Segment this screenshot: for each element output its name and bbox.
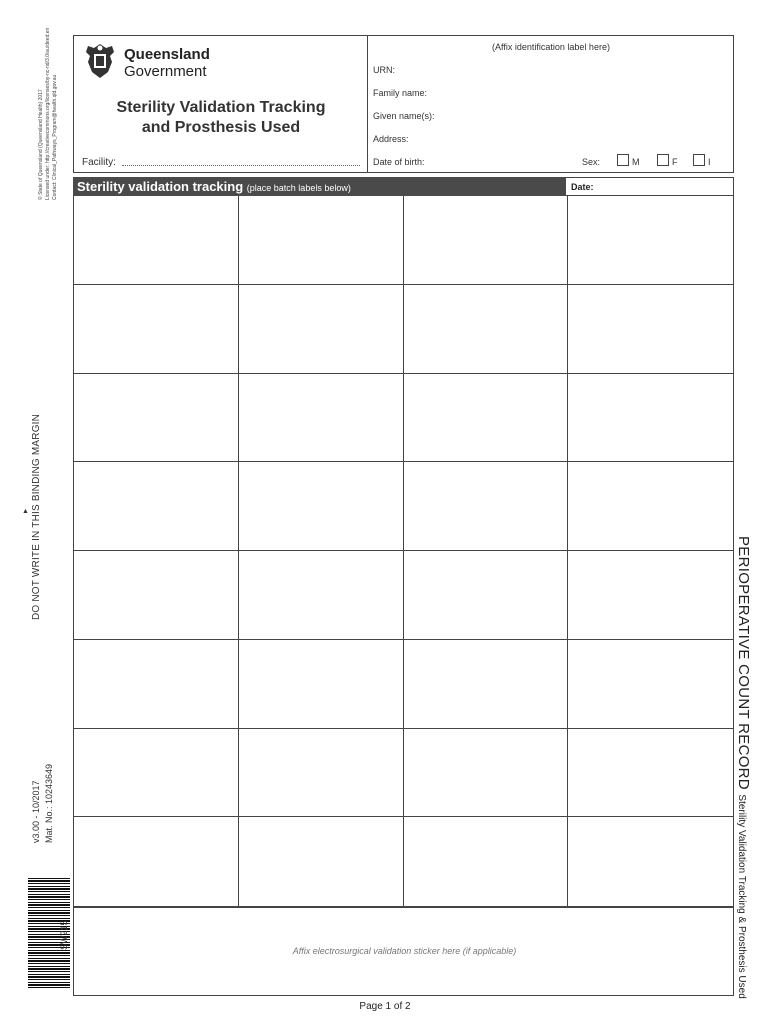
batch-label-cell[interactable] (74, 640, 239, 729)
tracking-section-header (73, 177, 566, 196)
batch-label-cell[interactable] (404, 196, 569, 285)
version-text: v3.00 - 10/2017 (31, 780, 41, 843)
batch-label-cell[interactable] (239, 285, 404, 374)
batch-label-cell[interactable] (404, 374, 569, 463)
electrosurgical-sticker-area[interactable] (73, 907, 734, 996)
facility-field[interactable] (122, 165, 360, 166)
batch-label-cell[interactable] (568, 729, 733, 818)
page-number: Page 1 of 2 (359, 1001, 411, 1012)
form-title-line2: and Prosthesis Used (141, 119, 301, 136)
batch-label-grid (73, 196, 734, 907)
batch-label-cell[interactable] (74, 462, 239, 551)
copyright-line: © State of Queensland (Queensland Health) 2017 (38, 89, 44, 200)
sex-indeterminate-checkbox[interactable] (693, 154, 705, 166)
urn-label: URN: (373, 65, 395, 75)
side-title-subtitle: Sterility Validation Tracking & Prosthesis Used (736, 794, 747, 999)
batch-label-cell[interactable] (568, 196, 733, 285)
date-of-birth-label: Date of birth: (373, 157, 425, 167)
batch-label-cell[interactable] (74, 729, 239, 818)
batch-label-cell[interactable] (239, 374, 404, 463)
batch-label-cell[interactable] (568, 640, 733, 729)
batch-label-cell[interactable] (568, 462, 733, 551)
sex-indeterminate-label: I (708, 157, 711, 167)
side-form-title (735, 536, 752, 999)
queensland-government-logo (80, 42, 230, 84)
tracking-title-text: Sterility validation tracking (77, 179, 244, 194)
form-header (73, 35, 734, 173)
batch-label-cell[interactable] (404, 462, 569, 551)
binding-margin-warning: DO NOT WRITE IN THIS BINDING MARGIN (31, 413, 42, 620)
sex-male-checkbox[interactable] (617, 154, 629, 166)
batch-label-cell[interactable] (404, 640, 569, 729)
batch-label-cell[interactable] (239, 551, 404, 640)
batch-label-cell[interactable] (404, 817, 569, 906)
logo-queensland: Queensland (124, 46, 210, 63)
sex-female-checkbox[interactable] (657, 154, 669, 166)
material-number: Mat. No.: 10243649 (44, 763, 54, 843)
arrow-up-icon: ▲ (22, 508, 29, 515)
date-label: Date: (571, 182, 594, 192)
copyright-notice (38, 28, 59, 200)
affix-label-text: (Affix identification label here) (492, 42, 610, 52)
batch-label-cell[interactable] (74, 374, 239, 463)
batch-label-cell[interactable] (404, 729, 569, 818)
sex-female-label: F (672, 157, 678, 167)
batch-label-cell[interactable] (568, 817, 733, 906)
form-title (74, 98, 368, 138)
batch-label-cell[interactable] (239, 196, 404, 285)
version-info (30, 764, 56, 843)
batch-label-cell[interactable] (568, 285, 733, 374)
batch-label-cell[interactable] (239, 640, 404, 729)
batch-label-cell[interactable] (239, 462, 404, 551)
batch-label-cell[interactable] (74, 196, 239, 285)
batch-label-cell[interactable] (568, 551, 733, 640)
family-name-label: Family name: (373, 88, 428, 98)
license-line: Licensed under: http://creativecommons.org/licenses/by-nc-nd/3.0/au/deed.en (45, 27, 51, 200)
facility-label: Facility: (82, 157, 116, 168)
batch-label-cell[interactable] (568, 374, 733, 463)
patient-label-area[interactable] (368, 36, 734, 172)
date-field[interactable] (566, 177, 734, 196)
tracking-title (77, 179, 351, 194)
logo-government: Government (124, 63, 207, 80)
batch-label-cell[interactable] (74, 285, 239, 374)
batch-label-cell[interactable] (239, 817, 404, 906)
batch-label-cell[interactable] (404, 551, 569, 640)
address-label: Address: (373, 134, 409, 144)
form-title-line1: Sterility Validation Tracking (116, 99, 326, 116)
given-names-label: Given name(s): (373, 111, 435, 121)
batch-label-cell[interactable] (74, 551, 239, 640)
header-title-panel (74, 36, 368, 172)
sex-label: Sex: (582, 157, 601, 167)
form-code: SW215 (59, 920, 69, 950)
contact-line: Contact: Clinical_Pathways_Program@health.qld.gov.au (52, 74, 58, 200)
batch-label-cell[interactable] (74, 817, 239, 906)
batch-label-cell[interactable] (239, 729, 404, 818)
sex-male-label: M (632, 157, 640, 167)
tracking-subtitle: (place batch labels below) (246, 183, 351, 193)
coat-of-arms-icon (82, 42, 118, 80)
sticker-instruction: Affix electrosurgical validation sticker here (if applicable) (292, 946, 517, 956)
side-title-main: PERIOPERATIVE COUNT RECORD (735, 536, 752, 790)
batch-label-cell[interactable] (404, 285, 569, 374)
